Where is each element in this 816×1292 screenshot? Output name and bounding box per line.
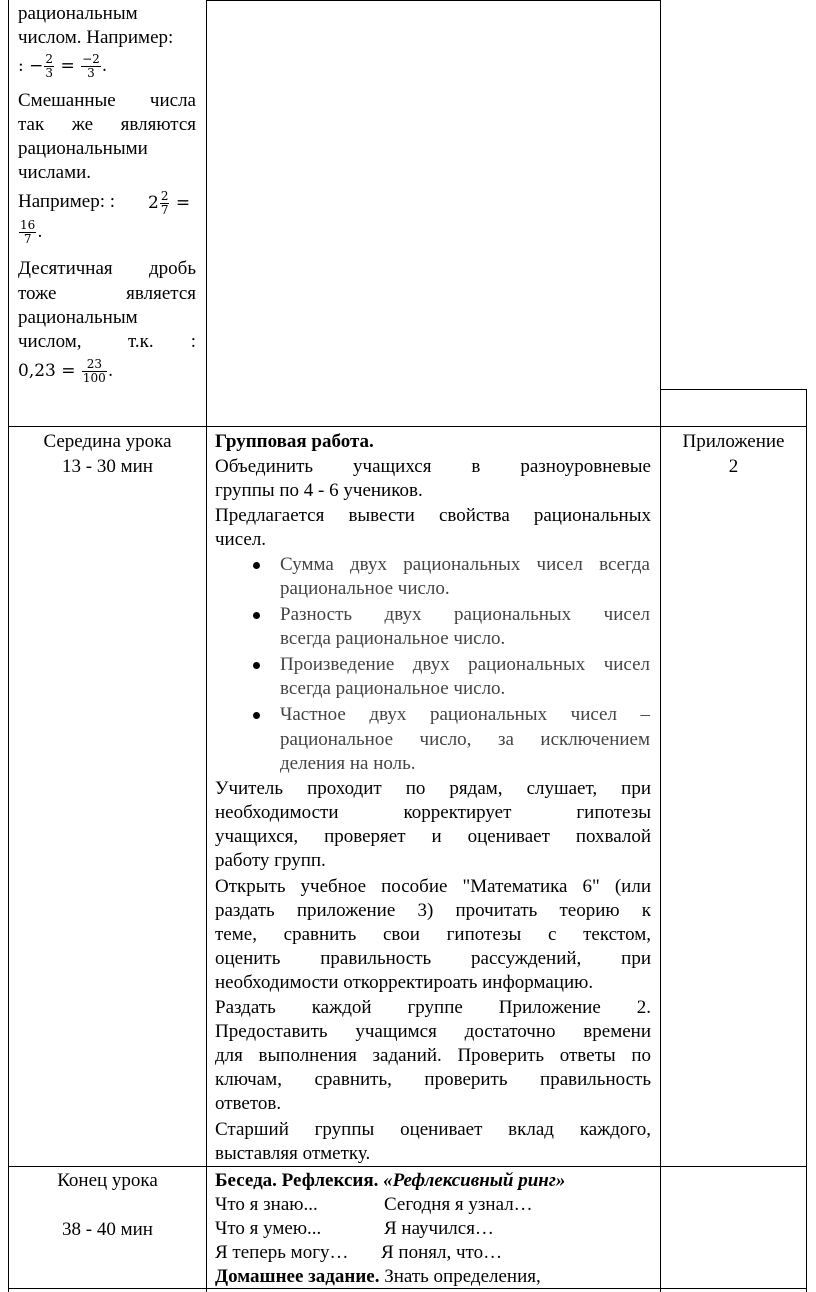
activity-text: работу групп. — [215, 850, 326, 871]
cell-text-line: рациональным — [18, 3, 138, 24]
bullet-icon — [253, 562, 260, 569]
homework-text: Знать определения, — [379, 1266, 541, 1287]
activity-text: выставляя отметку. — [215, 1143, 371, 1164]
activity-text: необходимости откорректироать информацию. — [215, 972, 594, 993]
activity-text — [215, 899, 651, 924]
activity-text: ответов. — [215, 1093, 282, 1114]
list-item — [280, 728, 650, 753]
cell-text-line: числами. — [18, 162, 92, 183]
math-text: = — [60, 56, 75, 76]
math-text: 0,23 = — [18, 361, 76, 381]
bullet-icon — [253, 612, 260, 619]
table-border-col1 — [206, 0, 207, 1292]
reflection-prompt: Сегодня я узнал… — [384, 1194, 533, 1215]
fraction-example-2-result — [18, 219, 43, 246]
reflection-title-italic: «Рефлексивный ринг» — [383, 1170, 566, 1191]
fraction-numerator: 2 — [45, 52, 54, 66]
list-item: всегда рациональное число. — [280, 678, 506, 699]
cell-text-line: рациональными — [18, 138, 148, 159]
justified-text: для выполнения заданий. Проверить ответы по — [215, 1045, 651, 1066]
activity-text: чисел. — [215, 529, 267, 550]
justified-text: необходимости корректирует гипотезы — [215, 802, 651, 823]
justified-text: Десятичная дробь — [18, 258, 196, 279]
activity-text — [215, 996, 651, 1021]
justified-text: раздать приложение 3) прочитать теорию к — [215, 900, 651, 921]
justified-text: теме, сравнить свои гипотезы с текстом, — [215, 924, 651, 945]
activity-text — [215, 504, 651, 529]
list-item — [280, 553, 650, 578]
math-text: : − — [18, 56, 44, 76]
justified-text: Частное двух рациональных чисел – — [280, 704, 650, 725]
cell-text: т.к. — [128, 331, 154, 352]
reflection-prompt: Я теперь могу… — [215, 1242, 349, 1263]
reflection-title — [215, 1169, 565, 1194]
table-border-right — [806, 389, 807, 1292]
activity-text — [215, 455, 651, 480]
stage-label: Середина урока — [43, 431, 172, 452]
activity-text — [215, 875, 651, 900]
activity-text — [215, 777, 651, 802]
fraction-denominator: 7 — [160, 203, 169, 217]
fraction — [19, 219, 36, 246]
activity-title: Групповая работа. — [215, 431, 374, 452]
stage-time: 38 - 40 мин — [62, 1219, 153, 1240]
fraction — [82, 358, 107, 385]
activity-text — [215, 1044, 651, 1069]
activity-text — [215, 923, 651, 948]
activity-text: группы по 4 - 6 учеников. — [215, 480, 423, 501]
justified-text: Предлагается вывести свойства рациональных — [215, 505, 651, 526]
justified-text: учащихся, проверяет и оценивает похвалой — [215, 826, 651, 847]
fraction-numerator: −2 — [82, 52, 100, 66]
justified-text: Учитель проходит по рядам, слушает, при — [215, 778, 651, 799]
activity-text — [215, 825, 651, 850]
cell-text-line — [18, 330, 196, 355]
fraction — [44, 53, 54, 80]
list-item: всегда рациональное число. — [280, 628, 506, 649]
fraction-example-2 — [18, 190, 196, 215]
cell-text-line — [18, 282, 196, 307]
cell-text-line: числом. Например: — [18, 27, 174, 48]
list-item — [280, 603, 650, 628]
list-item: деления на ноль. — [280, 753, 416, 774]
justified-text: Старший группы оценивает вклад каждого, — [215, 1119, 651, 1140]
table-border-right-top — [660, 389, 807, 390]
fraction-denominator: 100 — [82, 371, 106, 385]
resource-label: Приложение — [682, 431, 785, 452]
cell-text: числом, — [18, 331, 82, 352]
activity-text — [215, 1068, 651, 1093]
justified-text: Объединить учащихся в разноуровневые — [215, 456, 651, 477]
reflection-prompt: Что я умею... — [215, 1218, 322, 1239]
fraction-numerator: 2 — [160, 189, 169, 203]
table-row-divider-1 — [8, 426, 807, 427]
list-item — [280, 703, 650, 728]
bullet-icon — [253, 662, 260, 669]
reflection-prompt: Я научился… — [384, 1218, 494, 1239]
table-row-divider-2 — [8, 1166, 807, 1167]
homework-line — [215, 1265, 541, 1290]
math-text: . — [107, 361, 114, 381]
cell-text: тоже — [18, 283, 57, 304]
justified-text: Разность двух рациональных чисел — [280, 604, 650, 625]
fraction — [160, 190, 170, 217]
fraction-example-3 — [18, 358, 113, 385]
math-expression — [148, 190, 190, 217]
cell-text: Например: : — [18, 191, 116, 212]
table-border-col2 — [660, 0, 661, 1292]
activity-text — [215, 801, 651, 826]
justified-text: Смешанные числа — [18, 90, 196, 111]
justified-text: рациональное число, за исключением — [280, 729, 650, 750]
fraction-numerator: 23 — [82, 358, 107, 372]
cell-text: : — [190, 331, 196, 352]
math-text: 2 — [148, 193, 159, 213]
stage-time: 13 - 30 мин — [62, 456, 153, 477]
justified-text: так же являются — [18, 114, 196, 135]
list-item: рациональное число. — [280, 578, 450, 599]
justified-text: ключам, сравнить, проверить правильность — [215, 1069, 651, 1090]
fraction-denominator: 3 — [87, 66, 95, 80]
justified-text: Произведение двух рациональных чисел — [280, 654, 650, 675]
justified-text: Раздать каждой группе Приложение 2. — [215, 997, 651, 1018]
reflection-prompt: Я понял, что… — [381, 1242, 503, 1263]
justified-text: Сумма двух рациональных чисел всегда — [280, 554, 650, 575]
cell-text: является — [126, 283, 196, 304]
fraction-denominator: 3 — [45, 66, 54, 80]
activity-text — [215, 1020, 651, 1045]
math-text: . — [101, 56, 108, 76]
activity-text — [215, 947, 651, 972]
cell-text-line — [18, 89, 196, 114]
reflection-title-bold: Беседа. Рефлексия. — [215, 1170, 384, 1191]
homework-label: Домашнее задание. — [215, 1266, 380, 1287]
activity-text — [215, 1118, 651, 1143]
justified-text: Открыть учебное пособие "Математика 6" (или — [215, 876, 651, 897]
cell-text-line — [18, 257, 196, 282]
cell-text-line: рациональным — [18, 307, 138, 328]
table-border-top-center — [206, 0, 661, 1]
math-text: = — [175, 193, 191, 213]
resource-number: 2 — [728, 456, 739, 477]
fraction-example-1 — [18, 53, 107, 80]
fraction-numerator: 16 — [20, 218, 36, 232]
cell-text-line — [18, 113, 196, 138]
bullet-icon — [253, 712, 260, 719]
table-border-left — [8, 0, 9, 1292]
stage-label: Конец урока — [57, 1170, 158, 1191]
reflection-prompt: Что я знаю... — [215, 1194, 318, 1215]
justified-text: оценить правильность рассуждений, при — [215, 948, 651, 969]
fraction — [81, 53, 101, 80]
math-text: . — [37, 222, 43, 242]
justified-text: Предоставить учащимся достаточно времени — [215, 1021, 651, 1042]
fraction-denominator: 7 — [23, 232, 32, 246]
list-item — [280, 653, 650, 678]
